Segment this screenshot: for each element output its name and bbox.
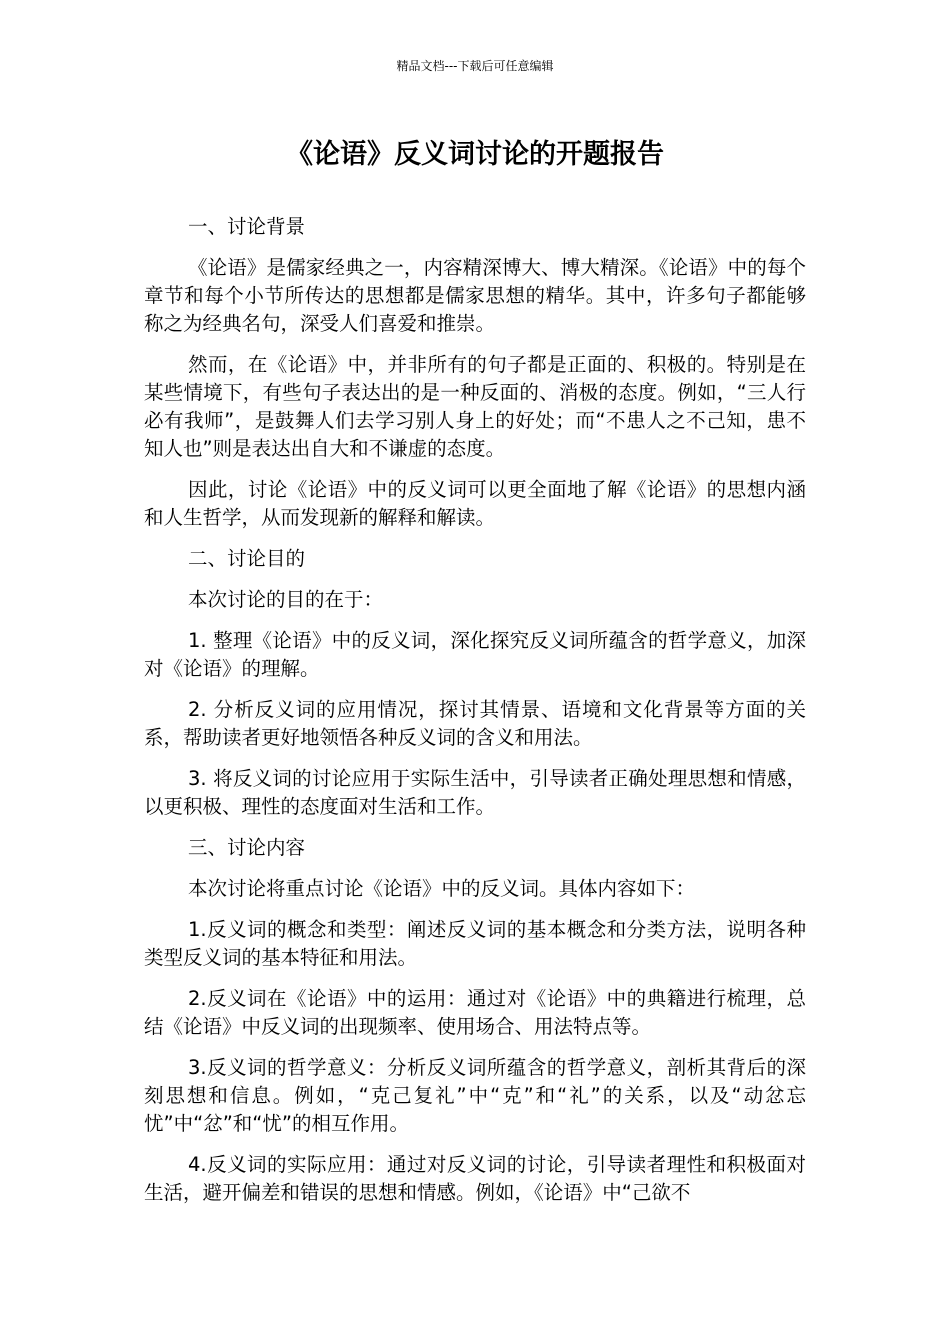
list-item: 4.反义词的实际应用：通过对反义词的讨论，引导读者理性和积极面对生活，避开偏差和错误的思想和情感。例如，《论语》中“己欲不 bbox=[144, 1153, 806, 1204]
list-item: 3. 将反义词的讨论应用于实际生活中，引导读者正确处理思想和情感，以更积极、理性的态度面对生活和工作。 bbox=[144, 767, 806, 818]
section-heading-background: 一、讨论背景 bbox=[188, 215, 306, 238]
document-body bbox=[144, 213, 806, 1220]
document-title: 《论语》反义词讨论的开题报告 bbox=[286, 139, 664, 170]
paragraph: 因此，讨论《论语》中的反义词可以更全面地了解《论语》的思想内涵和人生哲学，从而发现新的解释和解读。 bbox=[144, 478, 806, 529]
list-item: 1.反义词的概念和类型：阐述反义词的基本概念和分类方法，说明各种类型反义词的基本特征和用法。 bbox=[144, 918, 806, 969]
list-item: 2.反义词在《论语》中的运用：通过对《论语》中的典籍进行梳理，总结《论语》中反义词的出现频率、使用场合、用法特点等。 bbox=[144, 987, 806, 1038]
page-header: 精品文档---下载后可任意编辑 bbox=[396, 59, 554, 73]
paragraph: 本次讨论将重点讨论《论语》中的反义词。具体内容如下： bbox=[188, 877, 696, 900]
paragraph: 《论语》是儒家经典之一，内容精深博大、博大精深。《论语》中的每个章节和每个小节所传达的思想都是儒家思想的精华。其中，许多句子都能够称之为经典名句，深受人们喜爱和推崇。 bbox=[144, 256, 806, 335]
section-heading-content: 三、讨论内容 bbox=[188, 836, 306, 859]
section-heading-purpose: 二、讨论目的 bbox=[188, 547, 306, 570]
list-item: 1. 整理《论语》中的反义词，深化探究反义词所蕴含的哲学意义，加深对《论语》的理解。 bbox=[144, 629, 806, 680]
paragraph: 然而，在《论语》中，并非所有的句子都是正面的、积极的。特别是在某些情境下，有些句子表达出的是一种反面的、消极的态度。例如，“三人行必有我师”，是鼓舞人们去学习别人身上的好处；而“不患人之不己知，患不知人也”则是表达出自大和不谦虚的态度。 bbox=[144, 353, 806, 460]
paragraph: 本次讨论的目的在于： bbox=[188, 588, 384, 611]
list-item: 3.反义词的哲学意义：分析反义词所蕴含的哲学意义，剖析其背后的深刻思想和信息。例如，“克己复礼”中“克”和“礼”的关系，以及“动忿忘忧”中“忿”和“忧”的相互作用。 bbox=[144, 1056, 806, 1135]
list-item: 2. 分析反义词的应用情况，探讨其情景、语境和文化背景等方面的关系，帮助读者更好地领悟各种反义词的含义和用法。 bbox=[144, 698, 806, 749]
